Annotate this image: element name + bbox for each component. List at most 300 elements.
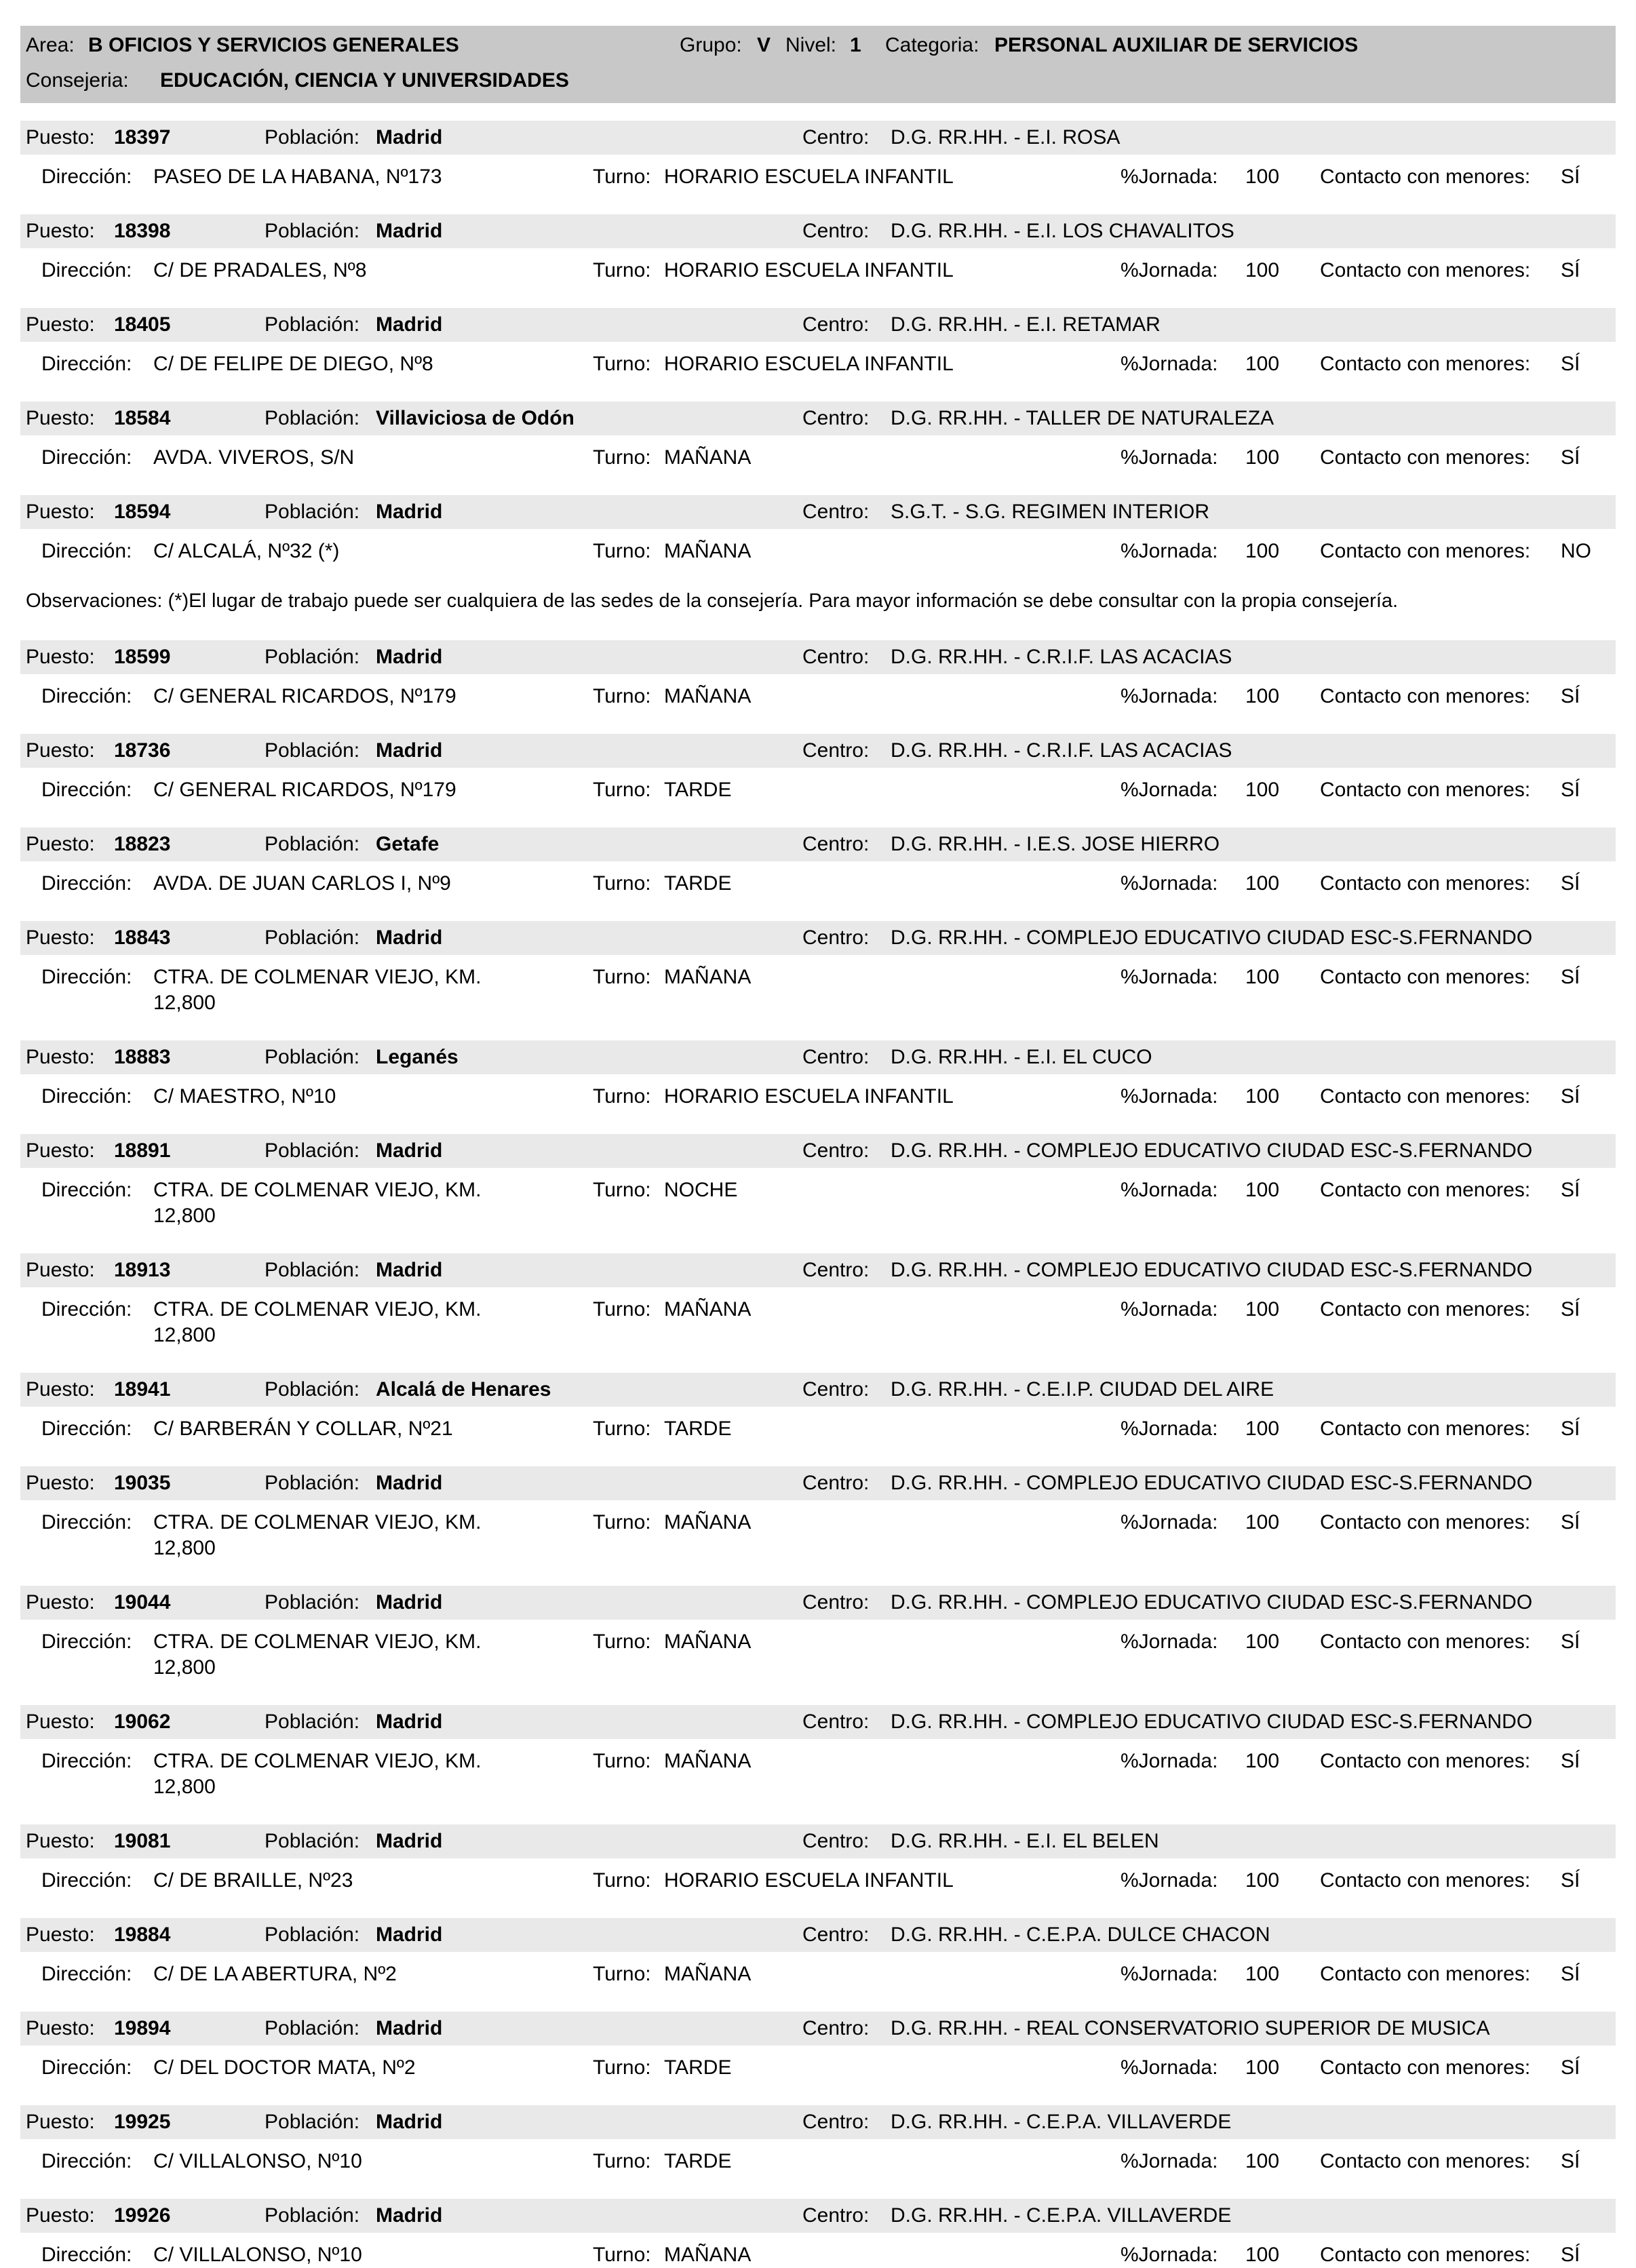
puesto-value: 18843 <box>114 926 171 949</box>
turno-value: TARDE <box>664 2150 732 2172</box>
contacto-value: SÍ <box>1561 353 1580 375</box>
turno-label: Turno: <box>593 779 651 801</box>
direccion-value: C/ DE BRAILLE, Nº23 <box>153 1869 353 1892</box>
direccion-value: C/ DE LA ABERTURA, Nº2 <box>153 1963 397 1985</box>
direccion-value: C/ MAESTRO, Nº10 <box>153 1085 336 1108</box>
entry-header-row <box>20 2012 1616 2046</box>
puesto-label: Puesto: <box>26 501 95 523</box>
puesto-value: 19926 <box>114 2204 171 2227</box>
jornada-value: 100 <box>1245 540 1280 562</box>
turno-label: Turno: <box>593 1418 651 1440</box>
puesto-label: Puesto: <box>26 2204 95 2227</box>
centro-value: D.G. RR.HH. - E.I. EL BELEN <box>891 1830 1159 1852</box>
turno-value: MAÑANA <box>664 685 752 707</box>
direccion-label: Dirección: <box>41 685 132 707</box>
poblacion-label: Población: <box>265 926 360 949</box>
centro-label: Centro: <box>802 1591 870 1614</box>
turno-value: MAÑANA <box>664 1511 752 1533</box>
puesto-value: 19884 <box>114 1923 171 1946</box>
jornada-label: %Jornada: <box>1121 872 1218 895</box>
contacto-value: SÍ <box>1561 165 1580 188</box>
turno-value: TARDE <box>664 1418 732 1440</box>
table-row <box>0 308 1636 377</box>
poblacion-value: Madrid <box>376 739 443 762</box>
puesto-value: 18398 <box>114 220 171 242</box>
poblacion-label: Población: <box>265 126 360 149</box>
centro-label: Centro: <box>802 1139 870 1162</box>
entry-detail-row <box>20 164 1616 190</box>
table-row <box>0 734 1636 803</box>
turno-label: Turno: <box>593 1630 651 1653</box>
entry-header-row <box>20 1918 1616 1952</box>
jornada-value: 100 <box>1245 1179 1280 1201</box>
contacto-value: SÍ <box>1561 685 1580 707</box>
grupo-label: Grupo: <box>680 34 742 56</box>
entry-header-row <box>20 308 1616 342</box>
entry-header-row <box>20 921 1616 955</box>
direccion-label: Dirección: <box>41 353 132 375</box>
puesto-value: 19044 <box>114 1591 171 1614</box>
turno-label: Turno: <box>593 1298 651 1321</box>
contacto-value: SÍ <box>1561 1511 1580 1533</box>
centro-value: D.G. RR.HH. - REAL CONSERVATORIO SUPERIOR DE MUSICA <box>891 2017 1490 2039</box>
entry-header-row <box>20 1373 1616 1407</box>
direccion-label: Dirección: <box>41 1869 132 1892</box>
entry-detail-row <box>20 1297 1616 1348</box>
jornada-value: 100 <box>1245 685 1280 707</box>
entry-header-row <box>20 1705 1616 1739</box>
turno-label: Turno: <box>593 1869 651 1892</box>
puesto-label: Puesto: <box>26 1378 95 1401</box>
direccion-label: Dirección: <box>41 2244 132 2266</box>
contacto-value: SÍ <box>1561 1298 1580 1321</box>
turno-label: Turno: <box>593 1750 651 1772</box>
jornada-label: %Jornada: <box>1121 1179 1218 1201</box>
poblacion-label: Población: <box>265 1139 360 1162</box>
puesto-label: Puesto: <box>26 407 95 429</box>
entry-detail-row <box>20 1748 1616 1800</box>
table-row <box>0 1040 1636 1110</box>
puesto-label: Puesto: <box>26 1923 95 1946</box>
direccion-label: Dirección: <box>41 1963 132 1985</box>
turno-label: Turno: <box>593 872 651 895</box>
contacto-label: Contacto con menores: <box>1320 1963 1531 1985</box>
centro-label: Centro: <box>802 1259 870 1281</box>
entry-detail-row <box>20 258 1616 284</box>
puesto-value: 19894 <box>114 2017 171 2039</box>
entry-detail-row <box>20 1961 1616 1987</box>
contacto-label: Contacto con menores: <box>1320 779 1531 801</box>
poblacion-value: Madrid <box>376 126 443 149</box>
puesto-value: 18397 <box>114 126 171 149</box>
centro-value: D.G. RR.HH. - COMPLEJO EDUCATIVO CIUDAD ESC-S.FERNANDO <box>891 1710 1533 1733</box>
puesto-label: Puesto: <box>26 926 95 949</box>
jornada-value: 100 <box>1245 1630 1280 1653</box>
puesto-label: Puesto: <box>26 833 95 855</box>
centro-value: D.G. RR.HH. - E.I. RETAMAR <box>891 313 1161 336</box>
centro-value: D.G. RR.HH. - C.R.I.F. LAS ACACIAS <box>891 739 1232 762</box>
centro-label: Centro: <box>802 407 870 429</box>
poblacion-label: Población: <box>265 1259 360 1281</box>
poblacion-value: Getafe <box>376 833 440 855</box>
puesto-value: 19035 <box>114 1472 171 1494</box>
turno-value: TARDE <box>664 872 732 895</box>
contacto-label: Contacto con menores: <box>1320 2244 1531 2266</box>
poblacion-label: Población: <box>265 833 360 855</box>
entry-header-row <box>20 2105 1616 2139</box>
contacto-value: SÍ <box>1561 872 1580 895</box>
turno-label: Turno: <box>593 165 651 188</box>
contacto-value: SÍ <box>1561 259 1580 281</box>
direccion-label: Dirección: <box>41 259 132 281</box>
categoria-label: Categoria: <box>885 34 979 56</box>
turno-value: HORARIO ESCUELA INFANTIL <box>664 165 954 188</box>
poblacion-value: Madrid <box>376 1710 443 1733</box>
entry-header-row <box>20 827 1616 861</box>
puesto-value: 18941 <box>114 1378 171 1401</box>
direccion-value: AVDA. VIVEROS, S/N <box>153 446 355 469</box>
turno-value: HORARIO ESCUELA INFANTIL <box>664 1085 954 1108</box>
centro-value: D.G. RR.HH. - COMPLEJO EDUCATIVO CIUDAD ESC-S.FERNANDO <box>891 926 1533 949</box>
table-row <box>0 827 1636 897</box>
header-line-2 <box>20 69 1616 92</box>
direccion-value: CTRA. DE COLMENAR VIEJO, KM. 12,800 <box>153 1750 482 1798</box>
turno-value: MAÑANA <box>664 540 752 562</box>
contacto-label: Contacto con menores: <box>1320 1179 1531 1201</box>
categoria-value: PERSONAL AUXILIAR DE SERVICIOS <box>994 34 1359 56</box>
poblacion-value: Madrid <box>376 1830 443 1852</box>
turno-label: Turno: <box>593 2244 651 2266</box>
contacto-value: SÍ <box>1561 1085 1580 1108</box>
poblacion-value: Madrid <box>376 2111 443 2133</box>
contacto-label: Contacto con menores: <box>1320 966 1531 988</box>
jornada-value: 100 <box>1245 165 1280 188</box>
jornada-label: %Jornada: <box>1121 1298 1218 1321</box>
contacto-label: Contacto con menores: <box>1320 2150 1531 2172</box>
poblacion-label: Población: <box>265 501 360 523</box>
contacto-label: Contacto con menores: <box>1320 1298 1531 1321</box>
table-row <box>0 1586 1636 1681</box>
centro-value: D.G. RR.HH. - COMPLEJO EDUCATIVO CIUDAD ESC-S.FERNANDO <box>891 1591 1533 1614</box>
direccion-value: C/ BARBERÁN Y COLLAR, Nº21 <box>153 1418 453 1440</box>
poblacion-label: Población: <box>265 220 360 242</box>
jornada-value: 100 <box>1245 1298 1280 1321</box>
centro-label: Centro: <box>802 1830 870 1852</box>
poblacion-label: Población: <box>265 1830 360 1852</box>
turno-value: HORARIO ESCUELA INFANTIL <box>664 1869 954 1892</box>
entry-header-row <box>20 121 1616 155</box>
entry-detail-row <box>20 445 1616 471</box>
entry-header-row <box>20 1586 1616 1620</box>
jornada-value: 100 <box>1245 966 1280 988</box>
direccion-value: CTRA. DE COLMENAR VIEJO, KM. 12,800 <box>153 1511 482 1559</box>
centro-label: Centro: <box>802 501 870 523</box>
centro-label: Centro: <box>802 2111 870 2133</box>
poblacion-label: Población: <box>265 407 360 429</box>
poblacion-value: Madrid <box>376 1139 443 1162</box>
centro-label: Centro: <box>802 2017 870 2039</box>
entry-detail-row <box>20 539 1616 564</box>
entry-header-row <box>20 734 1616 768</box>
entry-header-row <box>20 214 1616 248</box>
jornada-label: %Jornada: <box>1121 1750 1218 1772</box>
puesto-label: Puesto: <box>26 126 95 149</box>
contacto-value: SÍ <box>1561 1869 1580 1892</box>
direccion-value: C/ VILLALONSO, Nº10 <box>153 2244 362 2266</box>
direccion-value: C/ DE PRADALES, Nº8 <box>153 259 367 281</box>
centro-label: Centro: <box>802 1923 870 1946</box>
direccion-value: C/ GENERAL RICARDOS, Nº179 <box>153 685 456 707</box>
contacto-label: Contacto con menores: <box>1320 259 1531 281</box>
puesto-label: Puesto: <box>26 1259 95 1281</box>
jornada-value: 100 <box>1245 2056 1280 2079</box>
jornada-label: %Jornada: <box>1121 446 1218 469</box>
contacto-label: Contacto con menores: <box>1320 872 1531 895</box>
jornada-label: %Jornada: <box>1121 1869 1218 1892</box>
entry-detail-row <box>20 871 1616 897</box>
puesto-label: Puesto: <box>26 2111 95 2133</box>
table-row <box>0 495 1636 564</box>
contacto-label: Contacto con menores: <box>1320 1750 1531 1772</box>
direccion-label: Dirección: <box>41 1630 132 1653</box>
poblacion-value: Villaviciosa de Odón <box>376 407 574 429</box>
direccion-label: Dirección: <box>41 1511 132 1533</box>
entry-detail-row <box>20 2149 1616 2174</box>
puesto-value: 19081 <box>114 1830 171 1852</box>
area-value: B OFICIOS Y SERVICIOS GENERALES <box>88 34 459 56</box>
table-row <box>0 1918 1636 1987</box>
jornada-value: 100 <box>1245 1750 1280 1772</box>
centro-value: D.G. RR.HH. - E.I. ROSA <box>891 126 1121 149</box>
grupo-value: V <box>757 34 771 56</box>
puesto-label: Puesto: <box>26 313 95 336</box>
poblacion-value: Leganés <box>376 1046 459 1068</box>
centro-value: D.G. RR.HH. - TALLER DE NATURALEZA <box>891 407 1274 429</box>
table-row <box>0 2199 1636 2268</box>
jornada-label: %Jornada: <box>1121 259 1218 281</box>
centro-value: D.G. RR.HH. - COMPLEJO EDUCATIVO CIUDAD ESC-S.FERNANDO <box>891 1139 1533 1162</box>
entry-detail-row <box>20 1177 1616 1229</box>
direccion-label: Dirección: <box>41 165 132 188</box>
direccion-label: Dirección: <box>41 779 132 801</box>
turno-value: TARDE <box>664 2056 732 2079</box>
entry-header-row <box>20 1253 1616 1287</box>
contacto-label: Contacto con menores: <box>1320 1869 1531 1892</box>
centro-value: D.G. RR.HH. - COMPLEJO EDUCATIVO CIUDAD ESC-S.FERNANDO <box>891 1472 1533 1494</box>
turno-label: Turno: <box>593 2056 651 2079</box>
turno-label: Turno: <box>593 1963 651 1985</box>
turno-value: TARDE <box>664 779 732 801</box>
turno-label: Turno: <box>593 1179 651 1201</box>
jornada-label: %Jornada: <box>1121 353 1218 375</box>
observaciones-note: Observaciones: (*)El lugar de trabajo puede ser cualquiera de las sedes de la consejería. Para mayor información se debe consultar con la propia consejería. <box>26 590 1399 612</box>
direccion-label: Dirección: <box>41 446 132 469</box>
contacto-value: SÍ <box>1561 1630 1580 1653</box>
puesto-label: Puesto: <box>26 220 95 242</box>
puesto-value: 18891 <box>114 1139 171 1162</box>
table-row <box>0 2105 1636 2174</box>
poblacion-label: Población: <box>265 1472 360 1494</box>
poblacion-label: Población: <box>265 1378 360 1401</box>
entry-detail-row <box>20 777 1616 803</box>
direccion-label: Dirección: <box>41 966 132 988</box>
direccion-value: CTRA. DE COLMENAR VIEJO, KM. 12,800 <box>153 1630 482 1679</box>
jornada-label: %Jornada: <box>1121 685 1218 707</box>
centro-label: Centro: <box>802 833 870 855</box>
poblacion-value: Madrid <box>376 1472 443 1494</box>
puesto-label: Puesto: <box>26 1139 95 1162</box>
puesto-value: 18599 <box>114 646 171 668</box>
contacto-value: SÍ <box>1561 2244 1580 2266</box>
header-line-1 <box>20 34 1616 57</box>
turno-value: MAÑANA <box>664 2244 752 2266</box>
centro-value: D.G. RR.HH. - C.R.I.F. LAS ACACIAS <box>891 646 1232 668</box>
entry-detail-row <box>20 1510 1616 1561</box>
table-row <box>0 1705 1636 1800</box>
poblacion-label: Población: <box>265 1710 360 1733</box>
entry-detail-row <box>20 2242 1616 2268</box>
jornada-label: %Jornada: <box>1121 1085 1218 1108</box>
contacto-label: Contacto con menores: <box>1320 1085 1531 1108</box>
table-row <box>0 640 1636 709</box>
entry-header-row <box>20 1040 1616 1074</box>
direccion-label: Dirección: <box>41 1750 132 1772</box>
poblacion-label: Población: <box>265 2017 360 2039</box>
entry-detail-row <box>20 1084 1616 1110</box>
direccion-label: Dirección: <box>41 2056 132 2079</box>
puesto-value: 19062 <box>114 1710 171 1733</box>
puesto-label: Puesto: <box>26 1710 95 1733</box>
entry-detail-row <box>20 1416 1616 1442</box>
poblacion-value: Madrid <box>376 926 443 949</box>
poblacion-value: Madrid <box>376 1591 443 1614</box>
turno-value: MAÑANA <box>664 1630 752 1653</box>
consejeria-value: EDUCACIÓN, CIENCIA Y UNIVERSIDADES <box>160 69 569 92</box>
table-row <box>0 1253 1636 1348</box>
direccion-value: PASEO DE LA HABANA, Nº173 <box>153 165 442 188</box>
poblacion-label: Población: <box>265 739 360 762</box>
direccion-label: Dirección: <box>41 872 132 895</box>
contacto-label: Contacto con menores: <box>1320 1418 1531 1440</box>
direccion-value: C/ DEL DOCTOR MATA, Nº2 <box>153 2056 416 2079</box>
turno-label: Turno: <box>593 1085 651 1108</box>
jornada-value: 100 <box>1245 1963 1280 1985</box>
turno-label: Turno: <box>593 353 651 375</box>
table-row <box>0 2012 1636 2081</box>
jornada-label: %Jornada: <box>1121 540 1218 562</box>
centro-label: Centro: <box>802 1378 870 1401</box>
header-band <box>20 26 1616 103</box>
puesto-value: 18736 <box>114 739 171 762</box>
entry-header-row <box>20 1466 1616 1500</box>
contacto-label: Contacto con menores: <box>1320 1630 1531 1653</box>
jornada-label: %Jornada: <box>1121 2244 1218 2266</box>
contacto-label: Contacto con menores: <box>1320 2056 1531 2079</box>
jornada-value: 100 <box>1245 1085 1280 1108</box>
poblacion-value: Alcalá de Henares <box>376 1378 551 1401</box>
centro-label: Centro: <box>802 220 870 242</box>
contacto-value: SÍ <box>1561 2150 1580 2172</box>
direccion-value: CTRA. DE COLMENAR VIEJO, KM. 12,800 <box>153 1179 482 1227</box>
poblacion-value: Madrid <box>376 220 443 242</box>
poblacion-label: Población: <box>265 1046 360 1068</box>
table-row <box>0 1134 1636 1229</box>
turno-value: HORARIO ESCUELA INFANTIL <box>664 353 954 375</box>
centro-value: D.G. RR.HH. - E.I. EL CUCO <box>891 1046 1152 1068</box>
centro-label: Centro: <box>802 739 870 762</box>
turno-value: MAÑANA <box>664 1750 752 1772</box>
contacto-value: NO <box>1561 540 1591 562</box>
poblacion-value: Madrid <box>376 313 443 336</box>
direccion-label: Dirección: <box>41 1085 132 1108</box>
puesto-label: Puesto: <box>26 1591 95 1614</box>
jornada-value: 100 <box>1245 353 1280 375</box>
jornada-label: %Jornada: <box>1121 2056 1218 2079</box>
puesto-value: 18594 <box>114 501 171 523</box>
turno-label: Turno: <box>593 685 651 707</box>
entry-detail-row <box>20 964 1616 1016</box>
jornada-label: %Jornada: <box>1121 1511 1218 1533</box>
poblacion-value: Madrid <box>376 1259 443 1281</box>
jornada-label: %Jornada: <box>1121 165 1218 188</box>
turno-label: Turno: <box>593 1511 651 1533</box>
nivel-label: Nivel: <box>785 34 837 56</box>
turno-value: MAÑANA <box>664 1298 752 1321</box>
jornada-value: 100 <box>1245 446 1280 469</box>
centro-label: Centro: <box>802 1710 870 1733</box>
contacto-value: SÍ <box>1561 446 1580 469</box>
entry-detail-row <box>20 1629 1616 1681</box>
poblacion-label: Población: <box>265 313 360 336</box>
puesto-label: Puesto: <box>26 2017 95 2039</box>
puesto-value: 18913 <box>114 1259 171 1281</box>
poblacion-label: Población: <box>265 2204 360 2227</box>
table-row <box>0 1373 1636 1442</box>
centro-label: Centro: <box>802 2204 870 2227</box>
direccion-label: Dirección: <box>41 540 132 562</box>
jornada-value: 100 <box>1245 779 1280 801</box>
centro-value: S.G.T. - S.G. REGIMEN INTERIOR <box>891 501 1210 523</box>
turno-value: MAÑANA <box>664 1963 752 1985</box>
centro-label: Centro: <box>802 126 870 149</box>
centro-value: D.G. RR.HH. - COMPLEJO EDUCATIVO CIUDAD ESC-S.FERNANDO <box>891 1259 1533 1281</box>
jornada-label: %Jornada: <box>1121 966 1218 988</box>
puesto-label: Puesto: <box>26 1472 95 1494</box>
contacto-label: Contacto con menores: <box>1320 446 1531 469</box>
area-label: Area: <box>26 34 75 56</box>
poblacion-label: Población: <box>265 646 360 668</box>
poblacion-label: Población: <box>265 1591 360 1614</box>
table-row <box>0 402 1636 471</box>
centro-value: D.G. RR.HH. - C.E.P.A. DULCE CHACON <box>891 1923 1270 1946</box>
turno-label: Turno: <box>593 2150 651 2172</box>
direccion-value: CTRA. DE COLMENAR VIEJO, KM. 12,800 <box>153 966 482 1014</box>
entry-detail-row <box>20 351 1616 377</box>
jornada-value: 100 <box>1245 1418 1280 1440</box>
puesto-value: 18883 <box>114 1046 171 1068</box>
entry-detail-row <box>20 2055 1616 2081</box>
puesto-label: Puesto: <box>26 1046 95 1068</box>
turno-label: Turno: <box>593 540 651 562</box>
consejeria-label: Consejeria: <box>26 69 129 92</box>
entry-detail-row <box>20 684 1616 709</box>
jornada-value: 100 <box>1245 1511 1280 1533</box>
direccion-label: Dirección: <box>41 1298 132 1321</box>
puesto-value: 18584 <box>114 407 171 429</box>
nivel-value: 1 <box>850 34 861 56</box>
jornada-label: %Jornada: <box>1121 779 1218 801</box>
direccion-label: Dirección: <box>41 1179 132 1201</box>
